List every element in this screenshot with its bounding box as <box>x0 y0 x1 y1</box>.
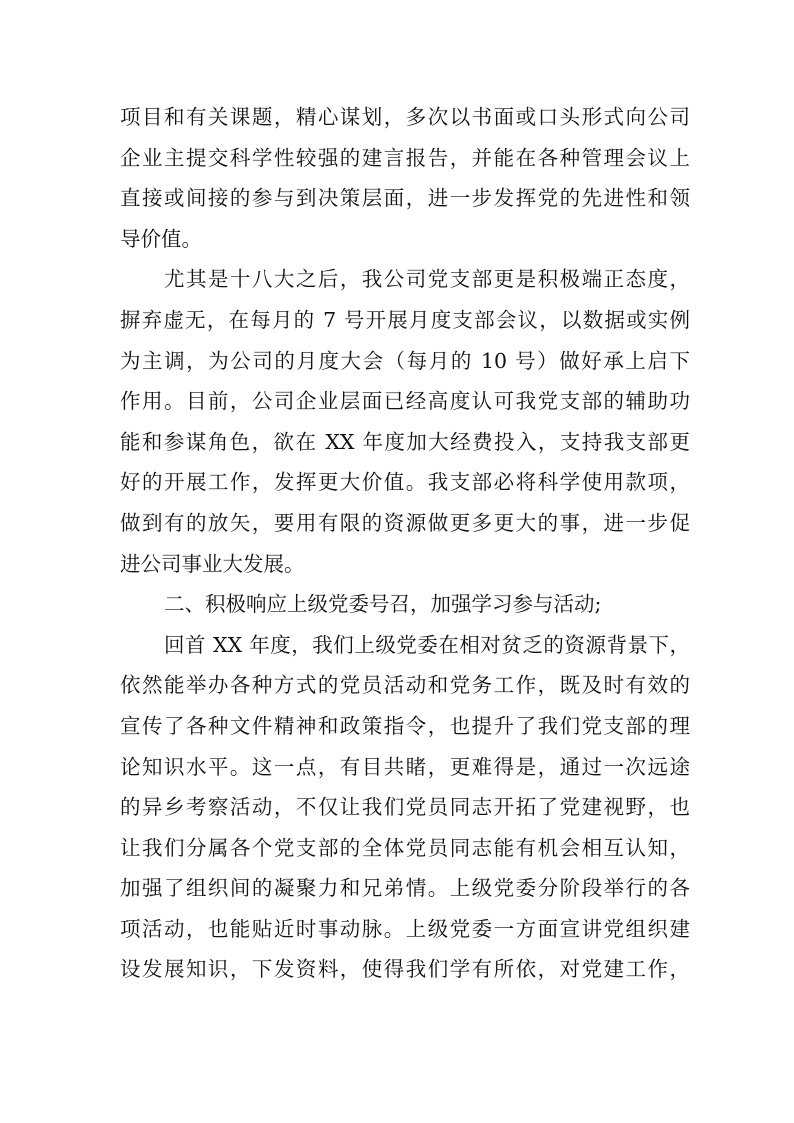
text-line: 让我们分属各个党支部的全体党员同志能有机会相互认知， <box>120 835 690 860</box>
text-line: 为主调，为公司的月度大会（每月的 10 号）做好承上启下 <box>120 348 690 373</box>
text-line: 设发展知识，下发资料，使得我们学有所依，对党建工作， <box>120 957 690 982</box>
text-line: 依然能举办各种方式的党员活动和党务工作，既及时有效的 <box>120 673 690 698</box>
text-line: 作用。目前，公司企业层面已经高度认可我党支部的辅助功 <box>120 389 690 414</box>
text-line: 加强了组织间的凝聚力和兄弟情。上级党委分阶段举行的各 <box>120 876 690 901</box>
text-line: 直接或间接的参与到决策层面，进一步发挥党的先进性和领 <box>120 186 690 211</box>
text-line: 宣传了各种文件精神和政策指令，也提升了我们党支部的理 <box>120 713 690 738</box>
body-text <box>120 97 690 990</box>
text-line: 做到有的放矢，要用有限的资源做更多更大的事，进一步促 <box>120 510 690 535</box>
text-line: 好的开展工作，发挥更大价值。我支部必将科学使用款项， <box>120 470 690 495</box>
text-line: 项活动，也能贴近时事动脉。上级党委一方面宣讲党组织建 <box>120 916 690 941</box>
text-line: 摒弃虚无，在每月的 7 号开展月度支部会议，以数据或实例 <box>120 307 690 332</box>
paragraph-start-line: 尤其是十八大之后，我公司党支部更是积极端正态度， <box>164 267 690 292</box>
paragraph-start-line: 回首 XX 年度，我们上级党委在相对贫乏的资源背景下， <box>164 632 690 657</box>
text-line: 项目和有关课题，精心谋划，多次以书面或口头形式向公司 <box>120 105 690 129</box>
text-line: 导价值。 <box>120 226 202 251</box>
text-line: 论知识水平。这一点，有目共睹，更难得是，通过一次远途 <box>120 754 690 779</box>
text-line: 企业主提交科学性较强的建言报告，并能在各种管理会议上 <box>120 145 690 170</box>
text-line: 能和参谋角色，欲在 XX 年度加大经费投入，支持我支部更 <box>120 429 690 454</box>
section-heading: 二、积极响应上级党委号召，加强学习参与活动; <box>164 592 602 617</box>
text-line: 的异乡考察活动，不仅让我们党员同志开拓了党建视野，也 <box>120 795 690 820</box>
text-line: 进公司事业大发展。 <box>120 551 305 576</box>
